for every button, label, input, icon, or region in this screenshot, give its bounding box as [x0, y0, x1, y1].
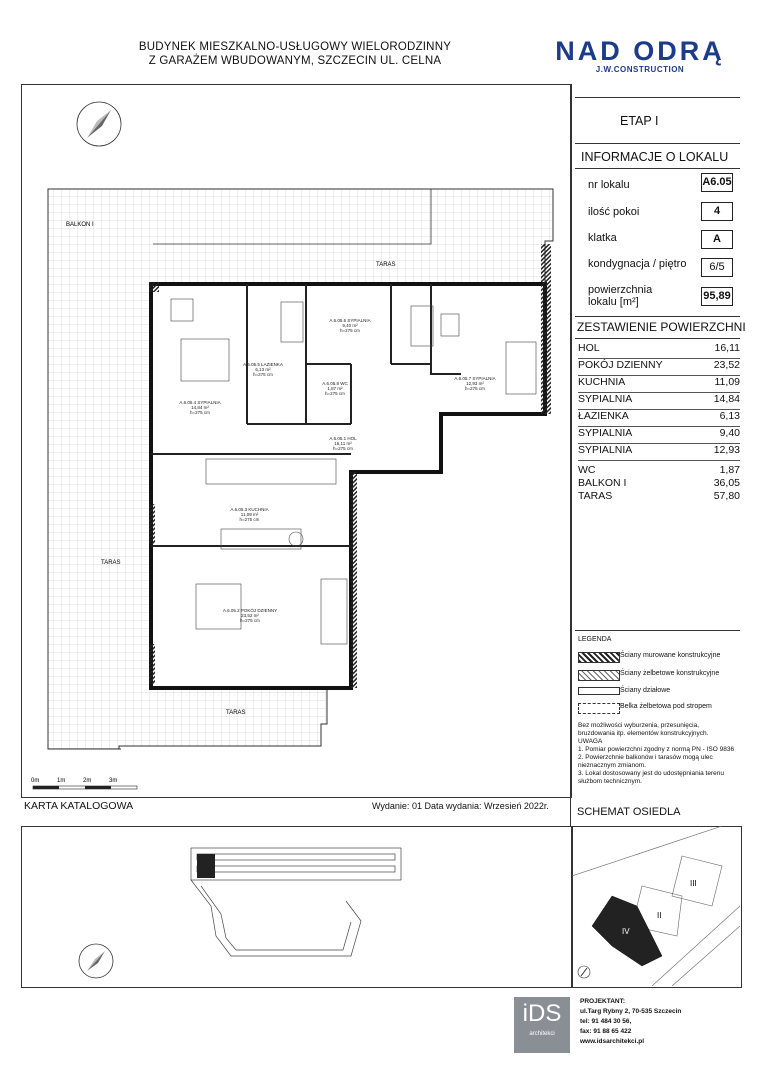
info-section-title: INFORMACJE O LOKALU: [581, 150, 729, 164]
room-height: h=275 cm: [239, 517, 260, 522]
room-label-wc: [315, 381, 355, 396]
room-name: A.6.05.4 SYPIALNIA: [179, 400, 221, 405]
projektant-title: PROJEKTANT:: [580, 998, 626, 1005]
title-line-2: Z GARAŻEM WBUDOWANYM, SZCZECIN UL. CELNA: [148, 55, 442, 67]
logo-text: NAD ODRĄ: [555, 36, 725, 66]
title-line-1: BUDYNEK MIESZKALNO-USŁUGOWY WIELORODZINNY: [138, 41, 452, 53]
issue-label: Wydanie: 01 Data wydania: Wrzesień 2022r.: [372, 801, 549, 811]
room-area: 16,11 m²: [334, 441, 352, 446]
area-name: HOL: [578, 342, 600, 354]
taras-left-label: TARAS: [101, 560, 121, 566]
area-value: 57,80: [713, 490, 740, 502]
room-height: h=275 cm: [325, 391, 345, 396]
room-label-lazienka: [243, 362, 283, 377]
rule: [575, 143, 740, 144]
info-value-floor: 6/5: [701, 258, 733, 277]
area-row: [578, 427, 740, 444]
legend-note-list-3: 3. Lokal dostosowany jest do udostępniania terenu służbom technicznym.: [578, 770, 724, 785]
partition-swatch: [578, 687, 620, 695]
wing-label: III: [690, 879, 697, 888]
area-name: ŁAZIENKA: [578, 410, 629, 422]
rule: [575, 338, 740, 339]
area-name: TARAS: [578, 490, 613, 502]
room-name: A.6.05.3 KUCHNIA: [230, 507, 269, 512]
legend-note-list-1: 1. Pomiar powierzchni zgodny z normą PN - ISO 9836: [578, 746, 735, 753]
room-height: h=275 cm: [465, 386, 485, 391]
ids-logo-sub: architekci: [529, 1031, 555, 1037]
projektant-line: www.idsarchitekci.pl: [580, 1038, 645, 1045]
info-label-floor: kondygnacja / piętro: [588, 258, 687, 270]
area-name: SYPIALNIA: [578, 444, 633, 456]
taras-top-label: TARAS: [376, 262, 396, 268]
sidebar-divider: [570, 84, 571, 826]
scale-label: 0m: [31, 778, 40, 784]
concrete-swatch: [578, 670, 620, 681]
room-label-pokoj-dzienny: [220, 608, 280, 623]
wing-label: IV: [622, 927, 630, 936]
karta-label: KARTA KATALOGOWA: [24, 800, 134, 812]
site-plan: [21, 826, 570, 986]
balkon-label: BALKON I: [66, 222, 94, 228]
legend-title: LEGENDA: [578, 636, 612, 643]
room-name: A.6.05.5 ŁAZIENKA: [243, 362, 283, 367]
legend-note-list-2: 2. Powierzchnie balkonów i tarasów mogą ulec nieznacznym zmianom.: [578, 754, 713, 769]
area-label-line1: powierzchnia: [588, 284, 653, 296]
room-name: A.6.05.6 SYPIALNIA: [329, 318, 371, 323]
building-outline: [191, 848, 401, 956]
projektant-line: fax: 91 88 65 422: [580, 1028, 632, 1035]
area-name: KUCHNIA: [578, 376, 626, 388]
area-value: 1,87: [719, 464, 740, 476]
north-arrow-icon: [79, 944, 113, 978]
area-row: [578, 342, 740, 359]
room-area: 12,93 m²: [466, 381, 484, 386]
area-value: 23,52: [713, 359, 740, 371]
rule: [575, 630, 740, 631]
beam-swatch: [578, 703, 620, 714]
ids-logo-text: iDS: [522, 1000, 562, 1027]
north-arrow-icon: [578, 966, 590, 978]
scale-label: 2m: [83, 778, 92, 784]
info-value-stair: A: [701, 230, 733, 249]
info-label-area: [588, 284, 652, 308]
room-height: h=275 cm: [333, 446, 353, 451]
area-name: SYPIALNIA: [578, 393, 633, 405]
projektant-line: tel: 91 484 30 56,: [580, 1018, 632, 1025]
legend-text: Ściany murowane konstrukcyjne: [620, 652, 721, 659]
area-row: [578, 376, 740, 393]
info-label-rooms: ilość pokoi: [588, 206, 640, 218]
wing-label: II: [657, 911, 662, 920]
room-label-sypialnia-6: [325, 318, 375, 333]
room-name: A.6.05.8 WC: [322, 381, 348, 386]
room-area: 6,13 m²: [255, 367, 271, 372]
ids-logo: [514, 997, 570, 1053]
area-name: SYPIALNIA: [578, 427, 633, 439]
projektant-block: [580, 997, 681, 1047]
area-value: 36,05: [713, 477, 740, 489]
room-label-kuchnia: [222, 507, 277, 522]
scale-label: 1m: [57, 778, 66, 784]
scale-label: 3m: [109, 778, 118, 784]
area-value: 12,93: [713, 444, 740, 456]
legend-text: Ściany działowe: [620, 687, 671, 694]
room-name: A.6.05.2 POKÓJ DZIENNY: [222, 608, 278, 613]
area-row: [578, 359, 740, 376]
north-arrow-icon: [77, 102, 121, 146]
schemat-label: SCHEMAT OSIEDLA: [577, 806, 681, 818]
room-label-sypialnia-4: [170, 400, 230, 415]
legend-uwaga: UWAGA: [578, 738, 603, 745]
room-area: 1,87 m²: [327, 386, 343, 391]
nad-odra-logo: [540, 36, 740, 74]
room-name: A.6.05.1 HOL: [329, 436, 357, 441]
room-label-sypialnia-7: [445, 376, 505, 391]
info-label-stair: klatka: [588, 232, 617, 244]
masonry-swatch: [578, 652, 620, 663]
room-area: 23,52 m²: [241, 613, 259, 618]
floor-plan: [21, 84, 570, 796]
info-value-nr: A6.05: [701, 173, 733, 192]
legend-notes: [578, 722, 736, 786]
room-height: h=275 cm: [340, 328, 360, 333]
estate-schema: [572, 826, 740, 986]
legend-note-1: Bez możliwości wyburzenia, przesunięcia, bruzdowania itp. elementów konstrukcyjnych.: [578, 722, 709, 737]
info-value-area: 95,89: [701, 287, 733, 306]
room-label-hol: [318, 436, 368, 451]
area-name: WC: [578, 464, 596, 476]
area-name: POKÓJ DZIENNY: [578, 359, 663, 371]
area-row: [578, 393, 740, 410]
stage-label: ETAP I: [620, 114, 659, 128]
area-name: BALKON I: [578, 477, 627, 489]
apartment-outline: [151, 284, 545, 688]
area-value: 9,40: [719, 427, 740, 439]
room-area: 11,09 m²: [240, 512, 259, 517]
projektant-line: ul.Targ Rybny 2, 70-535 Szczecin: [580, 1008, 682, 1015]
logo-rule: [575, 97, 740, 98]
rule: [575, 168, 740, 169]
rule: [575, 316, 740, 317]
scale-bar: [31, 778, 137, 789]
room-height: h=275 cm: [240, 618, 260, 623]
room-height: h=275 cm: [253, 372, 273, 377]
area-row: [578, 410, 740, 427]
area-value: 14,84: [713, 393, 740, 405]
taras-bottom-label: TARAS: [226, 710, 246, 716]
room-height: h=275 cm: [190, 410, 210, 415]
room-name: A.6.05.7 SYPIALNIA: [454, 376, 496, 381]
logo-sub: J.W.CONSTRUCTION: [595, 65, 685, 74]
room-area: 9,40 m²: [342, 323, 358, 328]
legend-text: Belka żelbetowa pod stropem: [620, 703, 712, 710]
project-title: [100, 40, 490, 68]
legend-text: Ściany żelbetowe konstrukcyjne: [620, 670, 720, 677]
area-value: 11,09: [714, 376, 740, 388]
room-area: 14,84 m²: [191, 405, 209, 410]
area-row: [578, 444, 740, 461]
areas-title: ZESTAWIENIE POWIERZCHNI: [577, 320, 746, 334]
info-label-nr: nr lokalu: [588, 179, 630, 191]
area-row: [578, 490, 740, 506]
area-value: 16,11: [714, 342, 740, 354]
highlight-unit: [197, 854, 215, 878]
info-value-rooms: 4: [701, 202, 733, 221]
area-label-line2: lokalu [m²]: [588, 296, 639, 308]
area-value: 6,13: [719, 410, 740, 422]
